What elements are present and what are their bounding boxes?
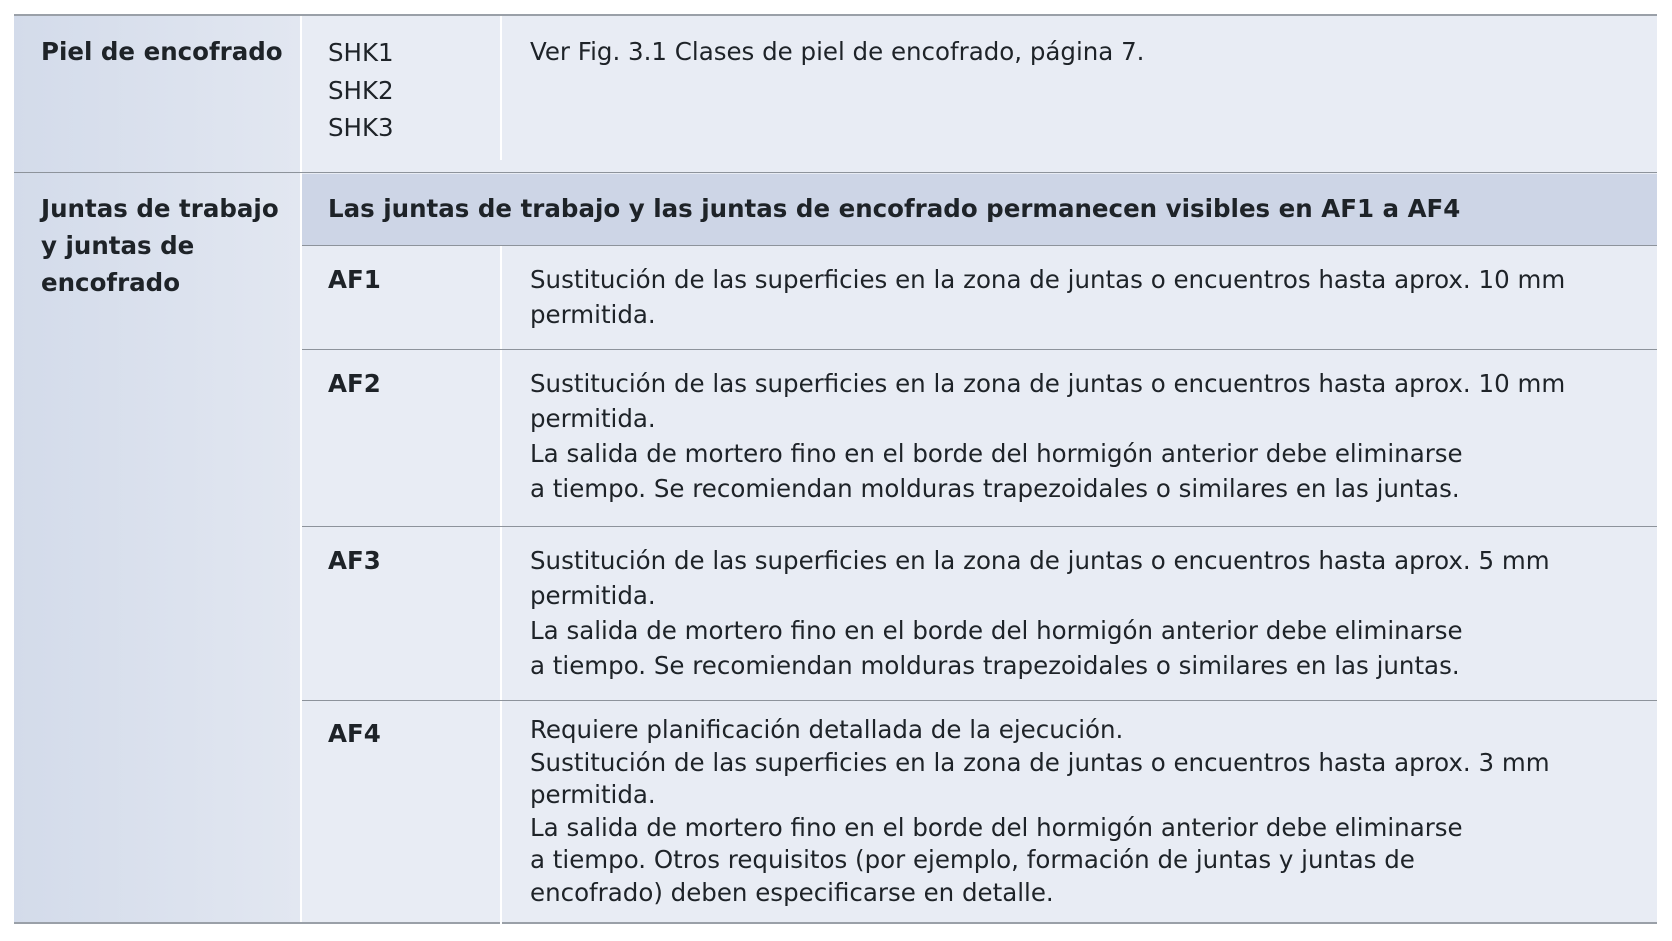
shk-codes	[328, 34, 394, 147]
category-label-line: Juntas de trabajo	[41, 194, 279, 223]
af-code: AF2	[328, 369, 381, 398]
shk-code: SHK2	[328, 75, 394, 105]
af-description	[530, 543, 1550, 683]
description-line: La salida de mortero fino en el borde del hormigón anterior debe eliminarse	[530, 616, 1463, 645]
description-line: Requiere planificación detallada de la ejecución.	[530, 715, 1124, 744]
column-divider	[500, 246, 502, 926]
description-line: permitida.	[530, 780, 656, 809]
af-description	[530, 366, 1565, 506]
af-code: AF4	[328, 719, 381, 748]
row-divider	[302, 245, 1657, 246]
row-divider	[302, 526, 1657, 527]
shk-code: SHK1	[328, 38, 394, 67]
description-line: Sustitución de las superficies en la zona de juntas o encuentros hasta aprox. 10 mm	[530, 265, 1566, 294]
category-label-line: encofrado	[41, 268, 181, 297]
shk-code: SHK3	[328, 113, 394, 142]
column-divider	[300, 16, 302, 922]
description-line: encofrado) deben especificarse en detalle.	[530, 877, 1054, 907]
category-column	[14, 16, 300, 922]
row-divider	[302, 700, 1657, 701]
description-line: permitida.	[530, 300, 656, 329]
description-line: a tiempo. Se recomiendan molduras trapezoidales o similares en las juntas.	[530, 474, 1460, 503]
af-description	[530, 714, 1550, 909]
description-line: permitida.	[530, 404, 656, 433]
af-description	[530, 262, 1565, 332]
row-divider	[14, 172, 1657, 173]
description-line: La salida de mortero fino en el borde del hormigón anterior debe eliminarse	[530, 439, 1463, 468]
description-line: permitida.	[530, 581, 656, 610]
joints-header: Las juntas de trabajo y las juntas de encofrado permanecen visibles en AF1 a AF4	[328, 194, 1461, 223]
requirements-table	[14, 14, 1657, 924]
description-line: a tiempo. Otros requisitos (por ejemplo, formación de juntas y juntas de	[530, 845, 1415, 874]
af-code: AF3	[328, 546, 381, 575]
piel-description: Ver Fig. 3.1 Clases de piel de encofrado, página 7.	[530, 37, 1145, 66]
description-line: La salida de mortero fino en el borde del hormigón anterior debe eliminarse	[530, 812, 1463, 842]
description-line: a tiempo. Se recomiendan molduras trapezoidales o similares en las juntas.	[530, 651, 1460, 680]
category-label-piel: Piel de encofrado	[41, 37, 283, 66]
description-line: Sustitución de las superficies en la zona de juntas o encuentros hasta aprox. 3 mm	[530, 747, 1550, 777]
af-code: AF1	[328, 265, 381, 294]
description-line: Sustitución de las superficies en la zona de juntas o encuentros hasta aprox. 5 mm	[530, 546, 1550, 575]
category-label-line: y juntas de	[41, 231, 195, 260]
category-label-juntas	[41, 190, 279, 301]
row-divider	[302, 349, 1657, 350]
column-divider	[500, 16, 502, 160]
description-line: Sustitución de las superficies en la zona de juntas o encuentros hasta aprox. 10 mm	[530, 369, 1566, 398]
